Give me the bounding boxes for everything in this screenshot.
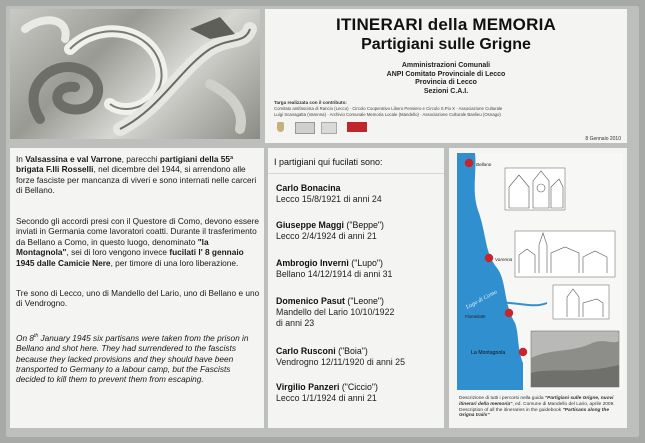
admin-line: Sezioni C.A.I.	[423, 87, 469, 95]
sponsor-heading: Targa realizzata con il contributo:	[274, 100, 347, 105]
sponsor-line: Luigi Scanagatta (Varenna) · Archivio Comunale Memoria Locale (Mandello) · Associazione Culturale Banlieu (Osnago)	[274, 112, 501, 117]
english-paragraph: On 8th January 1945 six partisans were taken from the prison in Bellano and shot here. They had surrendered to the fascists because they lacked provisions and they should have been transported to Germany to a labour camp, but the Fascists decided to kill them to prevent them from escaping.	[16, 332, 249, 385]
serpent-sculpture-image	[10, 9, 260, 139]
church-illustration	[505, 168, 565, 210]
partisans-list-panel	[268, 148, 444, 428]
landscape-photo	[531, 331, 619, 387]
list-heading: I partigiani qui fucilati sono:	[274, 157, 383, 167]
page-subtitle: Partigiani sulle Grigne	[361, 36, 531, 53]
history-paragraph-2: Secondo gli accordi presi con il Questore di Como, devono essere inviati in Germania come lavoratori coatti. Durante il trasferimento da Bellano a Como, in questo luogo, denominato "la Montagnola", sei di loro vengono invece fucilati l' 8 gennaio 1945 dalle Camicie Nere, per timore di una loro liberazione.	[16, 216, 260, 268]
sponsor-line: Comitato antifascista di Rancio (Lecco) · Circolo Cooperativo Libero Pensiero e Circolo S.Pio X · Associazione Culturale	[274, 106, 503, 111]
fiumelatte-label: Fiumelatte	[465, 314, 486, 319]
history-paragraph-1: In Valsassina e val Varrone, parecchi partigiani della 55ª brigata F.lli Rosselli, nel dicembre del 1944, si arrendono alle forze fasciste per mancanza di viveri e sono internati nelle carceri di Bellano.	[16, 154, 257, 196]
lake-label: Lago di Como	[465, 289, 499, 311]
divider	[268, 173, 444, 174]
list-item: Carlo Bonacina Lecco 15/8/1921 di anni 24	[276, 183, 382, 204]
admin-line: Provincia di Lecco	[415, 79, 477, 87]
lake-map	[457, 153, 623, 390]
page-title: ITINERARI della MEMORIA	[336, 15, 556, 34]
history-text-panel	[10, 148, 264, 428]
tower-illustration	[553, 285, 609, 319]
admin-line: Amministrazioni Comunali	[401, 62, 491, 69]
fiumelatte-marker[interactable]	[505, 309, 513, 317]
montagnola-label: La Montagnola	[471, 350, 506, 356]
comune-crest-icon	[277, 122, 284, 132]
sponsor-logos	[277, 122, 377, 134]
provincia-logo-icon	[321, 122, 337, 134]
admin-line: ANPI Comitato Provinciale di Lecco	[386, 70, 506, 78]
bellano-marker[interactable]	[465, 159, 473, 167]
list-item: Ambrogio Invernì ("Lupo") Bellano 14/12/1914 di anni 31	[276, 258, 393, 279]
history-paragraph-3: Tre sono di Lecco, uno di Mandello del Lario, uno di Bellano e uno di Vendrogno.	[16, 288, 260, 309]
cai-logo-icon	[347, 122, 367, 132]
varenna-marker[interactable]	[485, 254, 493, 262]
varenna-label: Varenna	[495, 257, 513, 262]
village-illustration	[515, 231, 615, 277]
header-panel	[265, 9, 627, 143]
anpi-logo-icon	[295, 122, 315, 134]
list-item: Domenico Pasut ("Leone") Mandello del Lario 10/10/1922 di anni 23	[276, 296, 395, 328]
list-item: Carlo Rusconi ("Boia") Vendrogno 12/11/1920 di anni 25	[276, 346, 405, 367]
sculpture-relief	[10, 9, 260, 139]
plaque-date: 8 Gennaio 2010	[585, 136, 621, 142]
bellano-label: Bellano	[476, 162, 492, 167]
map-panel	[449, 148, 627, 428]
montagnola-marker[interactable]	[519, 348, 527, 356]
list-item: Virgilio Panzeri ("Ciccio") Lecco 1/1/1924 di anni 21	[276, 382, 378, 403]
map-caption: Descrizione di tutti i percorsi nella guida "Partigiani sulle Grigne, nuovi itinerari della memoria", ed. Comune di Mandello del Lario, aprile 2009. Description of all the itineraries in the guidebook "Partisans along the Grigna trails"	[459, 396, 615, 419]
list-item: Giuseppe Maggi ("Beppe") Lecco 2/4/1924 di anni 21	[276, 220, 384, 241]
